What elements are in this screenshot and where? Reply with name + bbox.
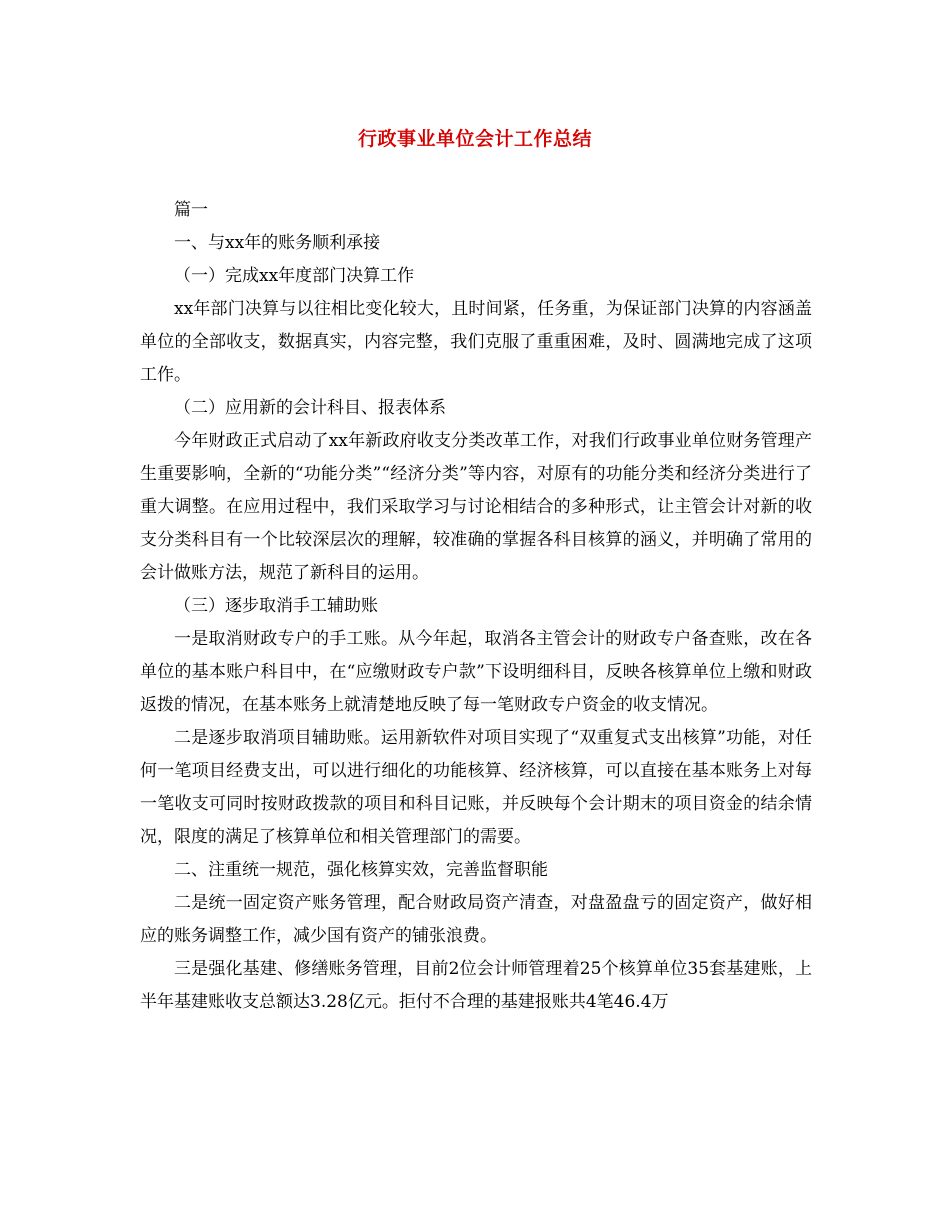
paragraph: 一、与xx年的账务顺利承接 bbox=[174, 233, 381, 253]
document-title: 行政事业单位会计工作总结 bbox=[357, 128, 592, 150]
paragraph: （二）应用新的会计科目、报表体系 bbox=[174, 398, 446, 418]
paragraph: 三是强化基建、修缮账务管理，目前2位会计师管理着25个核算单位35套基建账，上半年基建账收支总额达3.28亿元。拒付不合理的基建报账共4笔46.4万 bbox=[140, 959, 812, 1012]
paragraph: 今年财政正式启动了xx年新政府收支分类改革工作，对我们行政事业单位财务管理产生重要影响，全新的“功能分类”“经济分类”等内容，对原有的功能分类和经济分类进行了重大调整。在应用过程中，我们采取学习与讨论相结合的多种形式，让主管会计对新的收支分类科目有一个比较深层次的理解，较准确的掌握各科目核算的涵义，并明确了常用的会计做账方法，规范了新科目的运用。 bbox=[140, 431, 812, 583]
paragraph: 二是逐步取消项目辅助账。运用新软件对项目实现了“双重复式支出核算”功能，对任何一笔项目经费支出，可以进行细化的功能核算、经济核算，可以直接在基本账务上对每一笔收支可同时按财政拨款的项目和科目记账，并反映每个会计期末的项目资金的结余情况，限度的满足了核算单位和相关管理部门的需要。 bbox=[140, 728, 812, 847]
paragraph: （三）逐步取消手工辅助账 bbox=[174, 596, 378, 616]
paragraph: xx年部门决算与以往相比变化较大，且时间紧，任务重，为保证部门决算的内容涵盖单位的全部收支，数据真实，内容完整，我们克服了重重困难，及时、圆满地完成了这项工作。 bbox=[140, 299, 812, 385]
document-body bbox=[140, 194, 812, 1019]
paragraph: 一是取消财政专户的手工账。从今年起，取消各主管会计的财政专户备查账，改在各单位的基本账户科目中，在“应缴财政专户款”下设明细科目，反映各核算单位上缴和财政返拨的情况，在基本账务上就清楚地反映了每一笔财政专户资金的收支情况。 bbox=[140, 629, 812, 715]
paragraph: 二是统一固定资产账务管理，配合财政局资产清查，对盘盈盘亏的固定资产，做好相应的账务调整工作，减少国有资产的铺张浪费。 bbox=[140, 893, 812, 946]
paragraph: （一）完成xx年度部门决算工作 bbox=[174, 266, 415, 286]
paragraph: 篇一 bbox=[174, 200, 208, 220]
paragraph: 二、注重统一规范，强化核算实效，完善监督职能 bbox=[174, 860, 548, 880]
